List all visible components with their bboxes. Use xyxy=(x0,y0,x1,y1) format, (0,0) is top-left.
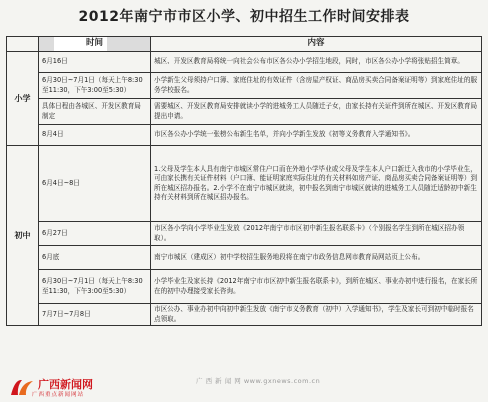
page-title: 2012年南宁市市区小学、初中招生工作时间安排表 xyxy=(78,9,410,25)
logo-text: 广西新闻网 xyxy=(38,378,93,391)
content-cell: 需要城区、开发区教育局安排就读小学的进城务工人员随迁子女，由家长持有关证件到所在城区、开发区教育局提出申请。 xyxy=(151,99,482,125)
table-row xyxy=(7,304,482,326)
time-cell: 6月4日~8日 xyxy=(39,146,151,222)
content-cell: 南宁市城区（建成区）初中学校招生服务地段将在南宁市政务信息网市教育局网站页上公布。 xyxy=(151,246,482,270)
stage-label-primary: 小学 xyxy=(7,52,39,146)
time-header: 时间 xyxy=(39,37,151,52)
table-row xyxy=(7,73,482,99)
content-cell: 1.父母及学生本人具有南宁市城区常住户口而在外地小学毕业或父母及学生本人户口新迁入我市的小学毕业生，可由家长携有关证件材料（户口簿、能证明家庭实际住址的有关材料如房产证、商品房买卖合同备案证明等）到所在城区招办报名。2.小学不在南宁市城区就读，初中报名到南宁市城区就读的进城务工人员随迁适龄初中新生持有关材料到所在城区招办报名。 xyxy=(151,146,482,222)
time-cell: 6月16日 xyxy=(39,52,151,73)
schedule-table xyxy=(6,36,482,326)
table-row xyxy=(7,52,482,73)
time-cell: 6月27日 xyxy=(39,222,151,246)
content-cell: 小学毕业生及家长持《2012年南宁市市区初中新生报名联系卡》，到所在城区、事业办初中进行报名，在家长所在的初中办理接受家长咨询。 xyxy=(151,270,482,304)
table-row xyxy=(7,270,482,304)
table-row xyxy=(7,222,482,246)
content-cell: 市区各公办小学统一张榜公布新生名单，并向小学新生发放《初等义务教育入学通知书》。 xyxy=(151,125,482,146)
table-row xyxy=(7,146,482,222)
time-cell: 具体日程由各城区、开发区教育局制定 xyxy=(39,99,151,125)
stage-label-junior: 初中 xyxy=(7,146,39,326)
table-row xyxy=(7,99,482,125)
content-cell: 城区、开发区教育局将统一向社会公布市区各公办小学招生地段，同时，市区各公办小学将张贴招生简章。 xyxy=(151,52,482,73)
table-row xyxy=(7,125,482,146)
watermark: 广 西 新 闻 网 www.gxnews.com.cn xyxy=(196,377,321,385)
content-cell: 市区公办、事业办初中向初中新生发放《南宁市义务教育（初中）入学通知书》，学生及家长可到初中临时报名点领取。 xyxy=(151,304,482,326)
stage-header xyxy=(7,37,39,52)
table-header-row xyxy=(7,37,482,52)
content-cell: 市区各小学向小学毕业生发放《2012年南宁市市区初中新生报名联系卡》（个别报名学生到所在城区招办领取）。 xyxy=(151,222,482,246)
gxnews-logo xyxy=(8,376,112,398)
time-cell: 6月30日~7月1日（每天上午8:30至11:30，下午3:00至5:30） xyxy=(39,270,151,304)
logo-subtext: 广西重点新闻网站 xyxy=(32,392,85,398)
time-cell: 6月30日~7月1日（每天上午8:30至11:30，下午3:00至5:30） xyxy=(39,73,151,99)
time-cell: 7月7日~7月8日 xyxy=(39,304,151,326)
time-cell: 8月4日 xyxy=(39,125,151,146)
content-header: 内容 xyxy=(151,37,482,52)
time-cell: 6月底 xyxy=(39,246,151,270)
table-row xyxy=(7,246,482,270)
content-cell: 小学新生父母须持户口簿、家庭住址的有效证件（含房屋产权证、商品房买卖合同备案证明等）到家庭住址的服务学校报名。 xyxy=(151,73,482,99)
